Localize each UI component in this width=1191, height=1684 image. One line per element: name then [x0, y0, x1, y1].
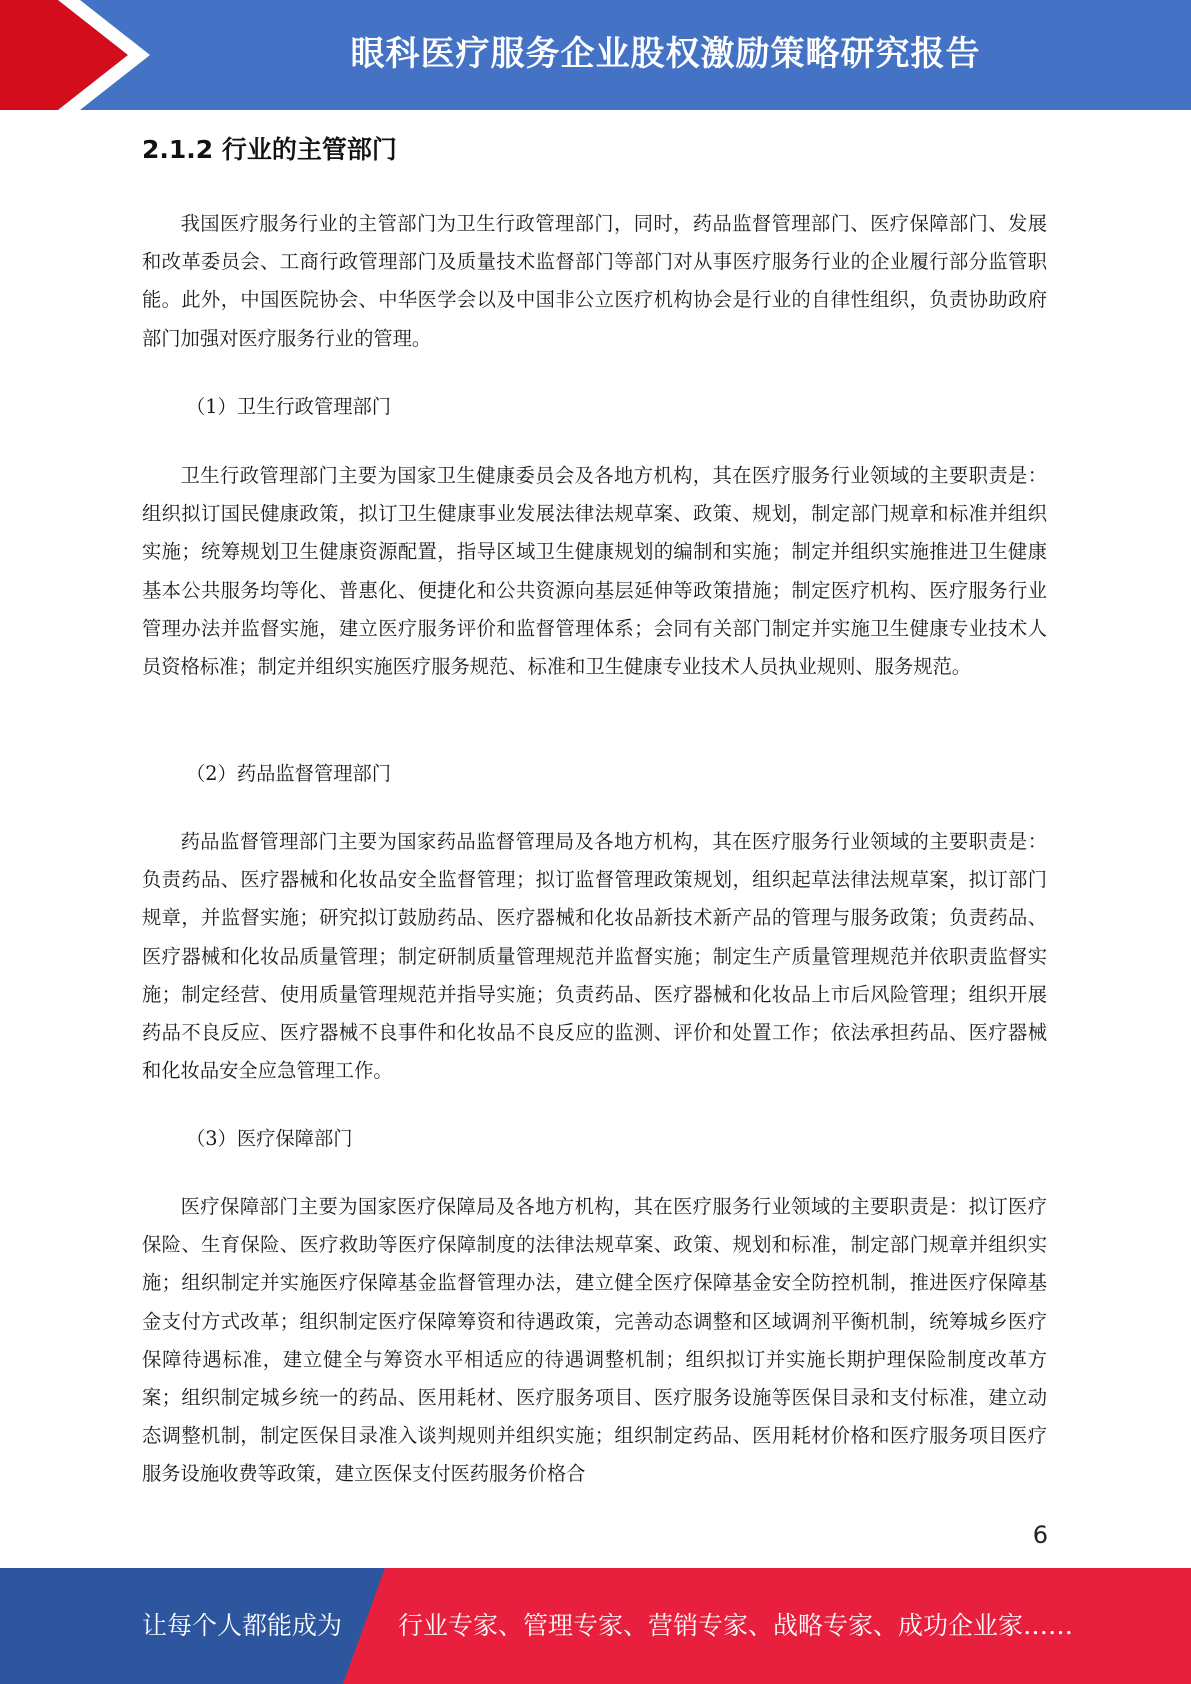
health-admin-paragraph: 卫生行政管理部门主要为国家卫生健康委员会及各地方机构，其在医疗服务行业领域的主要职责是：组织拟订国民健康政策，拟订卫生健康事业发展法律法规草案、政策、规划，制定部门规章和标准并组织实施；统筹规划卫生健康资源配置，指导区域卫生健康规划的编制和实施；制定并组织实施推进卫生健康基本公共服务均等化、普惠化、便捷化和公共资源向基层延伸等政策措施；制定医疗机构、医疗服务行业管理办法并监督实施，建立医疗服务评价和监督管理体系；会同有关部门制定并实施卫生健康专业技术人员资格标准；制定并组织实施医疗服务规范、标准和卫生健康专业技术人员执业规则、服务规范。	[142, 464, 1047, 679]
header-banner	[0, 0, 1191, 110]
drug-supervision-paragraph: 药品监督管理部门主要为国家药品监督管理局及各地方机构，其在医疗服务行业领域的主要职责是：负责药品、医疗器械和化妆品安全监督管理；拟订监督管理政策规划，组织起草法律法规草案，拟订部门规章，并监督实施；研究拟订鼓励药品、医疗器械和化妆品新技术新产品的管理与服务政策；负责药品、医疗器械和化妆品质量管理；制定研制质量管理规范并监督实施；制定生产质量管理规范并依职责监督实施；制定经营、使用质量管理规范并指导实施；负责药品、医疗器械和化妆品上市后风险管理；组织开展药品不良反应、医疗器械不良事件和化妆品不良反应的监测、评价和处置工作；依法承担药品、医疗器械和化妆品安全应急管理工作。	[142, 830, 1047, 1083]
footer-slogan-left: 让每个人都能成为	[142, 1611, 343, 1640]
subsection-title-health-admin: （1）卫生行政管理部门	[186, 395, 392, 418]
subsection-title-medical-security: （3）医疗保障部门	[186, 1127, 353, 1150]
page-number: 6	[1032, 1521, 1048, 1549]
footer-banner	[0, 1568, 1191, 1684]
report-title: 眼科医疗服务企业股权激励策略研究报告	[350, 34, 981, 74]
footer-slogan-right: 行业专家、管理专家、营销专家、战略专家、成功企业家……	[398, 1611, 1074, 1640]
section-heading: 2.1.2 行业的主管部门	[142, 135, 397, 164]
subsection-title-drug-supervision: （2）药品监督管理部门	[186, 762, 392, 785]
medical-security-paragraph: 医疗保障部门主要为国家医疗保障局及各地方机构，其在医疗服务行业领域的主要职责是：拟订医疗保险、生育保险、医疗救助等医疗保障制度的法律法规草案、政策、规划和标准，制定部门规章并组织实施；组织制定并实施医疗保障基金监督管理办法，建立健全医疗保障基金安全防控机制，推进医疗保障基金支付方式改革；组织制定医疗保障筹资和待遇政策，完善动态调整和区域调剂平衡机制，统筹城乡医疗保障待遇标准，建立健全与筹资水平相适应的待遇调整机制；组织拟订并实施长期护理保险制度改革方案；组织制定城乡统一的药品、医用耗材、医疗服务项目、医疗服务设施等医保目录和支付标准，建立动态调整机制，制定医保目录准入谈判规则并组织实施；组织制定药品、医用耗材价格和医疗服务项目医疗服务设施收费等政策，建立医保支付医药服务价格合	[142, 1195, 1047, 1486]
intro-paragraph: 我国医疗服务行业的主管部门为卫生行政管理部门，同时，药品监督管理部门、医疗保障部门、发展和改革委员会、工商行政管理部门及质量技术监督部门等部门对从事医疗服务行业的企业履行部分监管职能。此外，中国医院协会、中华医学会以及中国非公立医疗机构协会是行业的自律性组织，负责协助政府部门加强对医疗服务行业的管理。	[142, 212, 1047, 350]
